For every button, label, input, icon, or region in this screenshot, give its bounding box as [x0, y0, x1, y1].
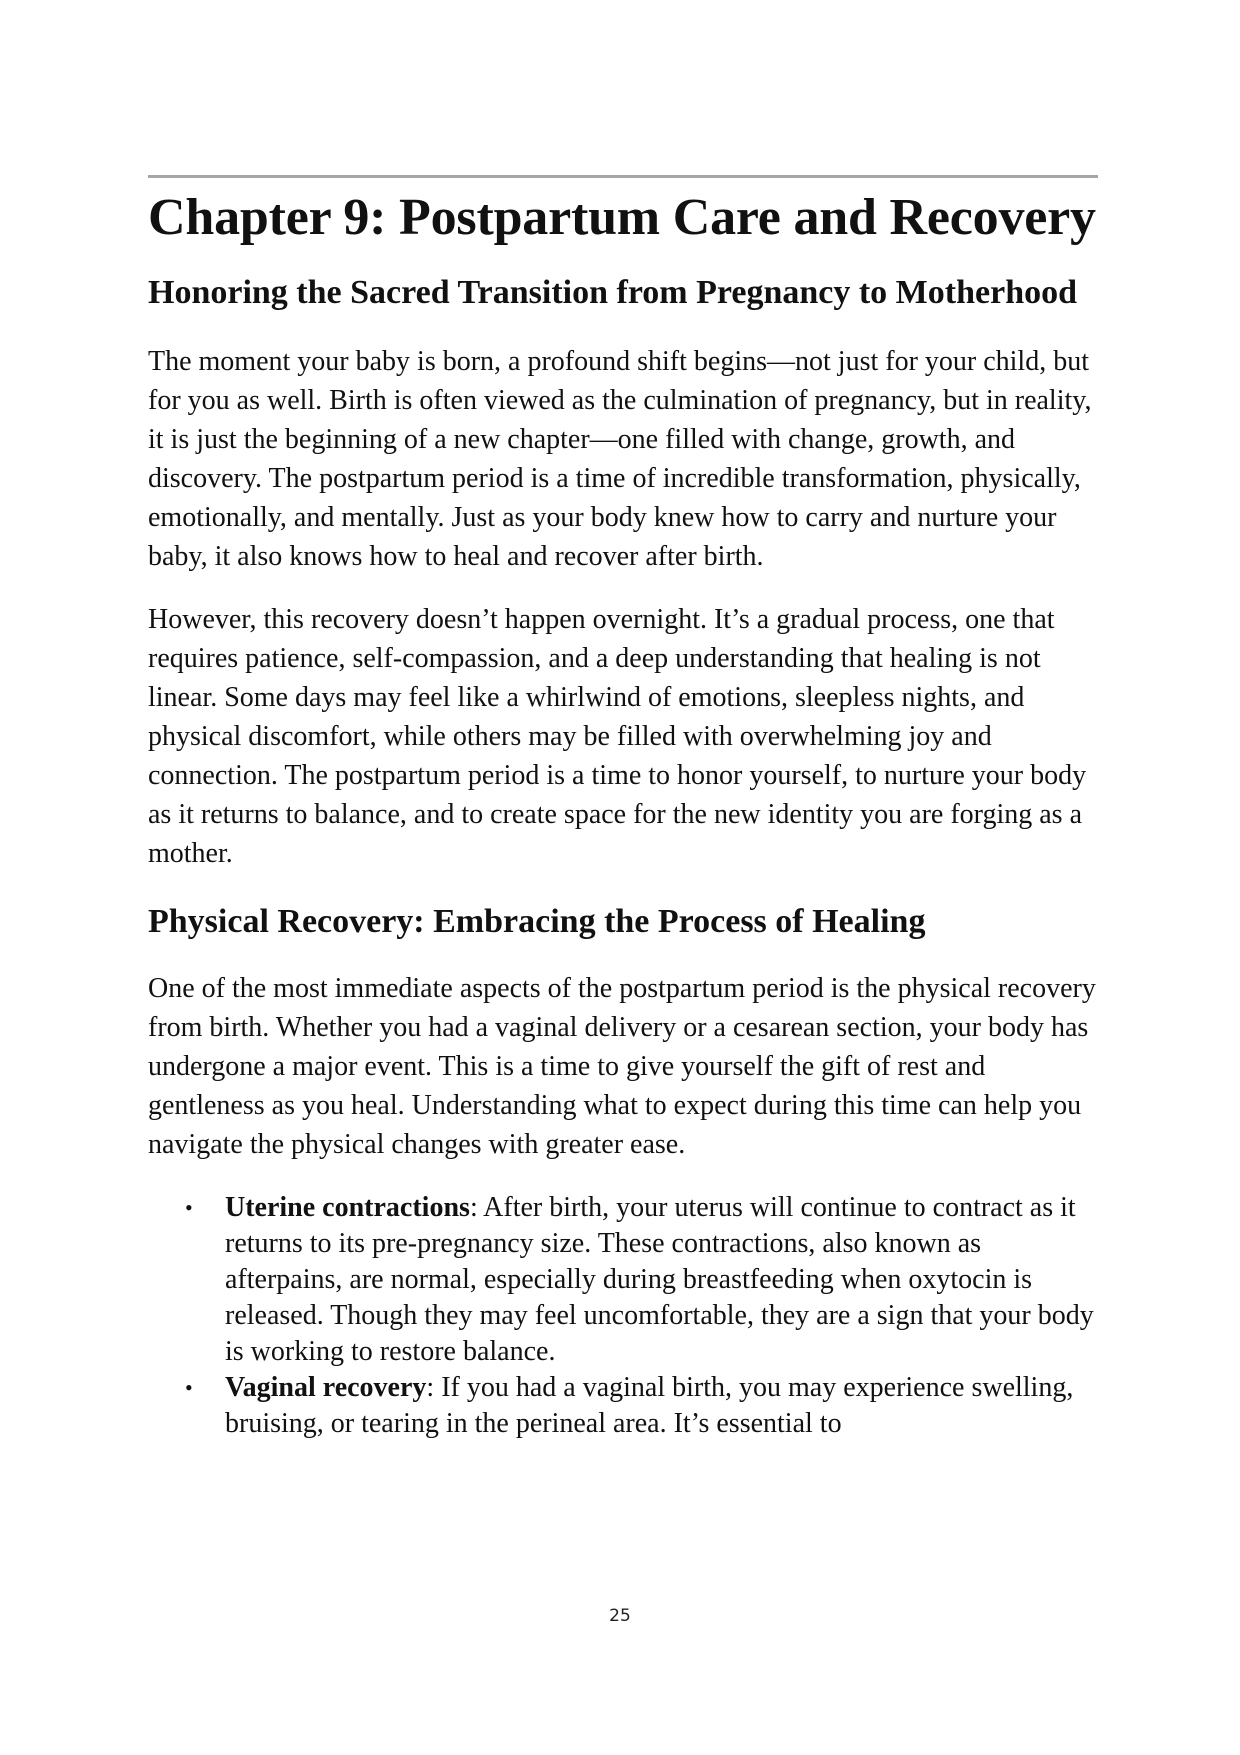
page-number: 25	[609, 1606, 631, 1626]
chapter-subtitle: Honoring the Sacred Transition from Pregnancy to Motherhood	[148, 274, 1078, 311]
chapter-title: Chapter 9: Postpartum Care and Recovery	[148, 189, 1096, 246]
chapter-top-rule	[148, 175, 1098, 178]
bullet-icon: •	[185, 1195, 193, 1220]
list-item	[185, 1370, 1098, 1442]
intro-paragraph-2: However, this recovery doesn’t happen overnight. It’s a gradual process, one that requires patience, self-compassion, and a deep understanding that healing is not linear. Some days may feel like a whirlwind of emotions, sleepless nights, and physical discomfort, while others may be filled with overwhelming joy and connection. The postpartum period is a time to honor yourself, to nurture your body as it returns to balance, and to create space for the new identity you are forging as a mother.	[148, 604, 1087, 869]
list-item-term: Vaginal recovery	[225, 1372, 427, 1403]
list-item-text: : After birth, your uterus will continue to contract as it returns to its pre-pregnancy size. These contractions, also known as afterpains, are normal, especially during breastfeeding when oxytocin is released. Though they may feel uncomfortable, they are a sign that your body is working to restore balance.	[225, 1192, 1094, 1367]
list-item-term: Uterine contractions	[225, 1192, 470, 1223]
list-item	[185, 1190, 1098, 1370]
page-content	[148, 186, 1098, 1442]
bullet-icon: •	[185, 1375, 193, 1400]
intro-paragraph-1: The moment your baby is born, a profound shift begins—not just for your child, but for you as well. Birth is often viewed as the culmination of pregnancy, but in reality, it is just the beginning of a new chapter—one filled with change, growth, and discovery. The postpartum period is a time of incredible transformation, physically, emotionally, and mentally. Just as your body knew how to carry and nurture your baby, it also knows how to heal and recover after birth.	[148, 346, 1092, 572]
recovery-list	[148, 1190, 1098, 1442]
section-paragraph: One of the most immediate aspects of the postpartum period is the physical recovery from birth. Whether you had a vaginal delivery or a cesarean section, your body has undergone a major event. This is a time to give yourself the gift of rest and gentleness as you heal. Understanding what to expect during this time can help you navigate the physical changes with greater ease.	[148, 973, 1096, 1160]
list-item-text: : If you had a vaginal birth, you may experience swelling, bruising, or tearing in the perineal area. It’s essential to	[225, 1372, 1074, 1439]
section-heading: Physical Recovery: Embracing the Process of Healing	[148, 903, 926, 940]
